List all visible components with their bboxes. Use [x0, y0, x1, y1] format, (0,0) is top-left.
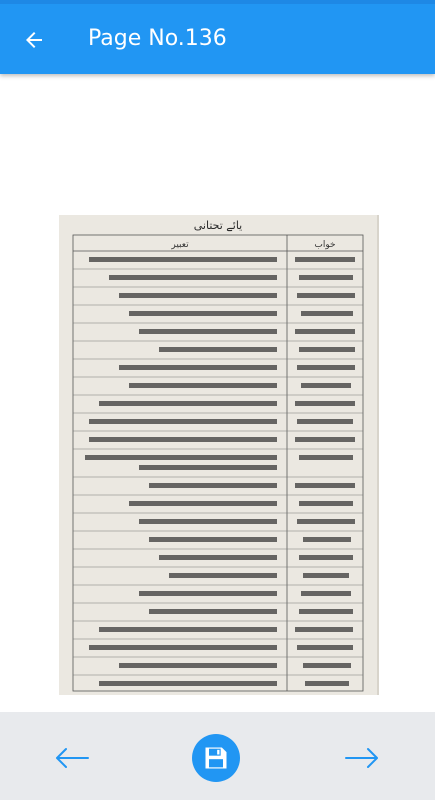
back-button[interactable] — [12, 22, 56, 58]
scanned-page-image — [59, 215, 379, 695]
page-title: Page No.136 — [88, 26, 227, 51]
bottom-navigation-bar — [0, 712, 435, 800]
arrow-left-icon — [22, 28, 46, 52]
app-bar — [0, 0, 435, 74]
page-heading: یائے تحتانی — [193, 219, 243, 232]
scanned-page-content — [59, 215, 377, 695]
floppy-disk-icon — [202, 744, 230, 772]
column-header-dream: خواب — [314, 240, 336, 250]
next-page-button[interactable] — [342, 740, 382, 776]
arrow-left-icon — [54, 746, 90, 770]
arrow-right-icon — [344, 746, 380, 770]
previous-page-button[interactable] — [52, 740, 92, 776]
column-header-interpretation: تعبیر — [171, 240, 189, 250]
save-button[interactable] — [192, 734, 240, 782]
status-strip — [0, 0, 435, 4]
